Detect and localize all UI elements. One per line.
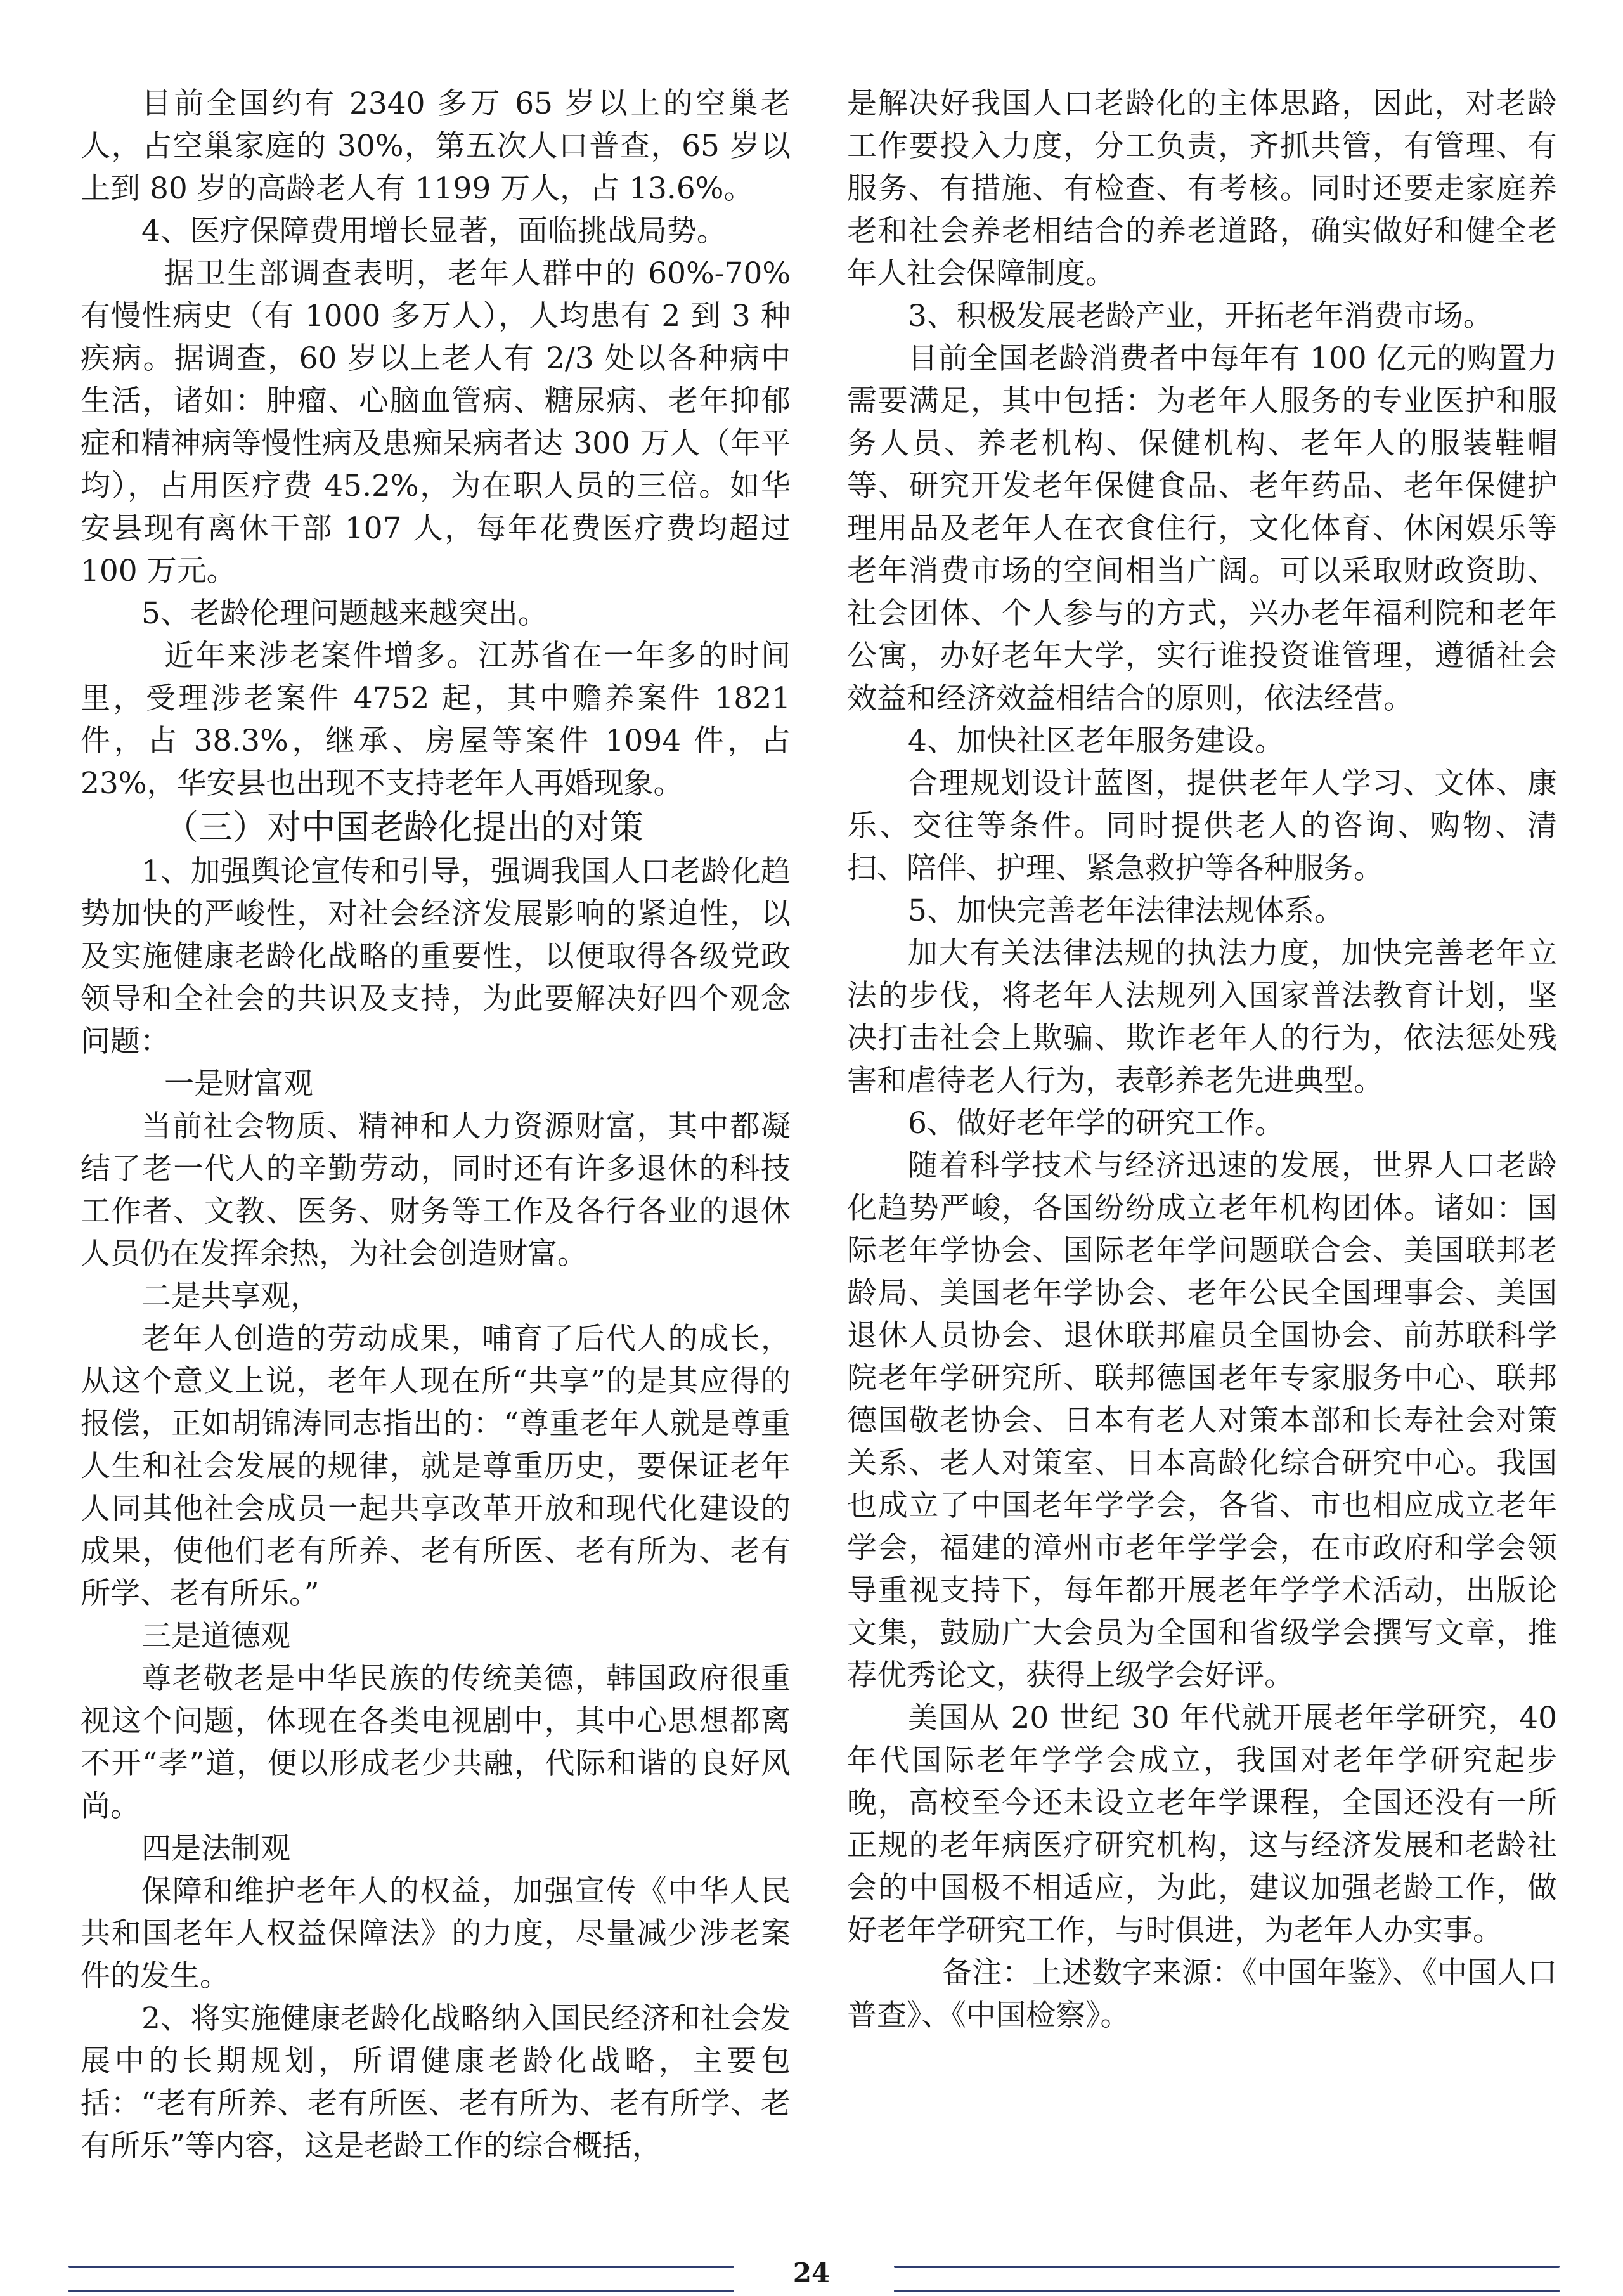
paragraph: 2、将实施健康老龄化战略纳入国民经济和社会发展中的长期规划，所谓健康老龄化战略，主要包括：“老有所养、老有所医、老有所为、老有所学、老有所乐”等内容，这是老龄工作的综合概括，	[81, 2001, 791, 2163]
left-column	[81, 82, 791, 2167]
paragraph: 4、医疗保障费用增长显著，面临挑战局势。	[141, 214, 727, 249]
page-number: 24	[792, 2257, 831, 2288]
paragraph: 美国从 20 世纪 30 年代就开展老年学研究，40 年代国际老年学学会成立，我国对老年学研究起步晚，高校至今还未设立老年学课程，全国还没有一所正规的老年病医疗研究机构，这与经济发展和老龄社会的中国极不相适应，为此，建议加强老龄工作，做好老年学研究工作，与时俱进，为老年人办实事。	[847, 1701, 1557, 1948]
paragraph: 4、加快社区老年服务建设。	[908, 723, 1284, 758]
footnote: 备注：上述数字来源：《中国年鉴》、《中国人口普查》、《中国检察》。	[847, 1955, 1557, 2033]
footer-rule	[894, 2290, 1560, 2292]
paragraph: 一是财富观	[164, 1067, 313, 1101]
paragraph: 近年来涉老案件增多。江苏省在一年多的时间里，受理涉老案件 4752 起，其中赡养案件 1821 件，占 38.3%，继承、房屋等案件 1094 件，占 23%，华安县也出现不支持老年人再婚现象。	[81, 639, 791, 801]
paragraph: 随着科学技术与经济迅速的发展，世界人口老龄化趋势严峻，各国纷纷成立老年机构团体。诸如：国际老年学协会、国际老年学问题联合会、美国联邦老龄局、美国老年学协会、老年公民全国理事会、美国退休人员协会、退休联邦雇员全国协会、前苏联科学院老年学研究所、联邦德国老年专家服务中心、联邦德国敬老协会、日本有老人对策本部和长寿社会对策关系、老人对策室、日本高龄化综合研究中心。我国也成立了中国老年学学会，各省、市也相应成立老年学会，福建的漳州市老年学学会，在市政府和学会领导重视支持下，每年都开展老年学学术活动，出版论文集，鼓励广大会员为全国和省级学会撰写文章，推荐优秀论文，获得上级学会好评。	[847, 1148, 1557, 1693]
paragraph: 当前社会物质、精神和人力资源财富，其中都凝结了老一代人的辛勤劳动，同时还有许多退休的科技工作者、文教、医务、财务等工作及各行各业的退休人员仍在发挥余热，为社会创造财富。	[81, 1109, 791, 1271]
paragraph: 二是共享观，	[141, 1279, 320, 1314]
section-heading: （三）对中国老龄化提出的对策	[164, 807, 643, 847]
paragraph: 目前全国老龄消费者中每年有 100 亿元的购置力需要满足，其中包括：为老年人服务的专业医护和服务人员、养老机构、保健机构、老年人的服装鞋帽等、研究开发老年保健食品、老年药品、老年保健护理用品及老年人在衣食住行，文化体育、休闲娱乐等老年消费市场的空间相当广阔。可以采取财政资助、社会团体、个人参与的方式，兴办老年福利院和老年公寓，办好老年大学，实行谁投资谁管理，遵循社会效益和经济效益相结合的原则，依法经营。	[847, 341, 1557, 716]
paragraph: 是解决好我国人口老龄化的主体思路，因此，对老龄工作要投入力度，分工负责，齐抓共管，有管理、有服务、有措施、有检查、有考核。同时还要走家庭养老和社会养老相结合的养老道路，确实做好和健全老年人社会保障制度。	[847, 86, 1557, 291]
paragraph: 6、做好老年学的研究工作。	[908, 1106, 1284, 1141]
paragraph: 老年人创造的劳动成果，哺育了后代人的成长，从这个意义上说，老年人现在所“共享”的是其应得的报偿，正如胡锦涛同志指出的：“尊重老年人就是尊重人生和社会发展的规律，就是尊重历史，要保证老年人同其他社会成员一起共享改革开放和现代化建设的成果，使他们老有所养、老有所医、老有所为、老有所学、老有所乐。”	[81, 1321, 791, 1611]
paragraph: 据卫生部调查表明，老年人群中的 60%-70% 有慢性病史（有 1000 多万人），人均患有 2 到 3 种疾病。据调查，60 岁以上老人有 2/3 处以各种病中生活，诸如：肿瘤、心脑血管病、糖尿病、老年抑郁症和精神病等慢性病及患痴呆病者达 300 万人（年平均），占用医疗费 45.2%，为在职人员的三倍。如华安县现有离休干部 107 人，每年花费医疗费均超过 100 万元。	[81, 256, 791, 588]
paragraph: 目前全国约有 2340 多万 65 岁以上的空巢老人，占空巢家庭的 30%，第五次人口普查，65 岁以上到 80 岁的高龄老人有 1199 万人，占 13.6%。	[81, 86, 791, 206]
paragraph: 5、老龄伦理问题越来越突出。	[141, 596, 548, 631]
paragraph: 尊老敬老是中华民族的传统美德，韩国政府很重视这个问题，体现在各类电视剧中，其中心思想都离不开“孝”道，便以形成老少共融，代际和谐的良好风尚。	[81, 1661, 791, 1824]
footer-rule	[68, 2290, 734, 2292]
paragraph: 1、加强舆论宣传和引导，强调我国人口老龄化趋势加快的严峻性，对社会经济发展影响的紧迫性，以及实施健康老龄化战略的重要性，以便取得各级党政领导和全社会的共识及支持，为此要解决好四个观念问题：	[81, 854, 791, 1059]
paragraph: 5、加快完善老年法律法规体系。	[908, 893, 1344, 928]
footer-rule	[68, 2266, 734, 2268]
footer-rule	[894, 2266, 1560, 2268]
paragraph: 三是道德观	[141, 1619, 290, 1654]
right-column	[847, 82, 1557, 2037]
paragraph: 四是法制观	[141, 1831, 290, 1866]
paragraph: 加大有关法律法规的执法力度，加快完善老年立法的步伐，将老年人法规列入国家普法教育计划，坚决打击社会上欺骗、欺诈老年人的行为，依法惩处残害和虐待老人行为，表彰养老先进典型。	[847, 936, 1557, 1098]
paragraph: 保障和维护老年人的权益，加强宣传《中华人民共和国老年人权益保障法》的力度，尽量减少涉老案件的发生。	[81, 1874, 791, 1994]
paragraph: 3、积极发展老龄产业，开拓老年消费市场。	[908, 299, 1493, 334]
paragraph: 合理规划设计蓝图，提供老年人学习、文体、康乐、交往等条件。同时提供老人的咨询、购物、清扫、陪伴、护理、紧急救护等各种服务。	[847, 766, 1557, 886]
